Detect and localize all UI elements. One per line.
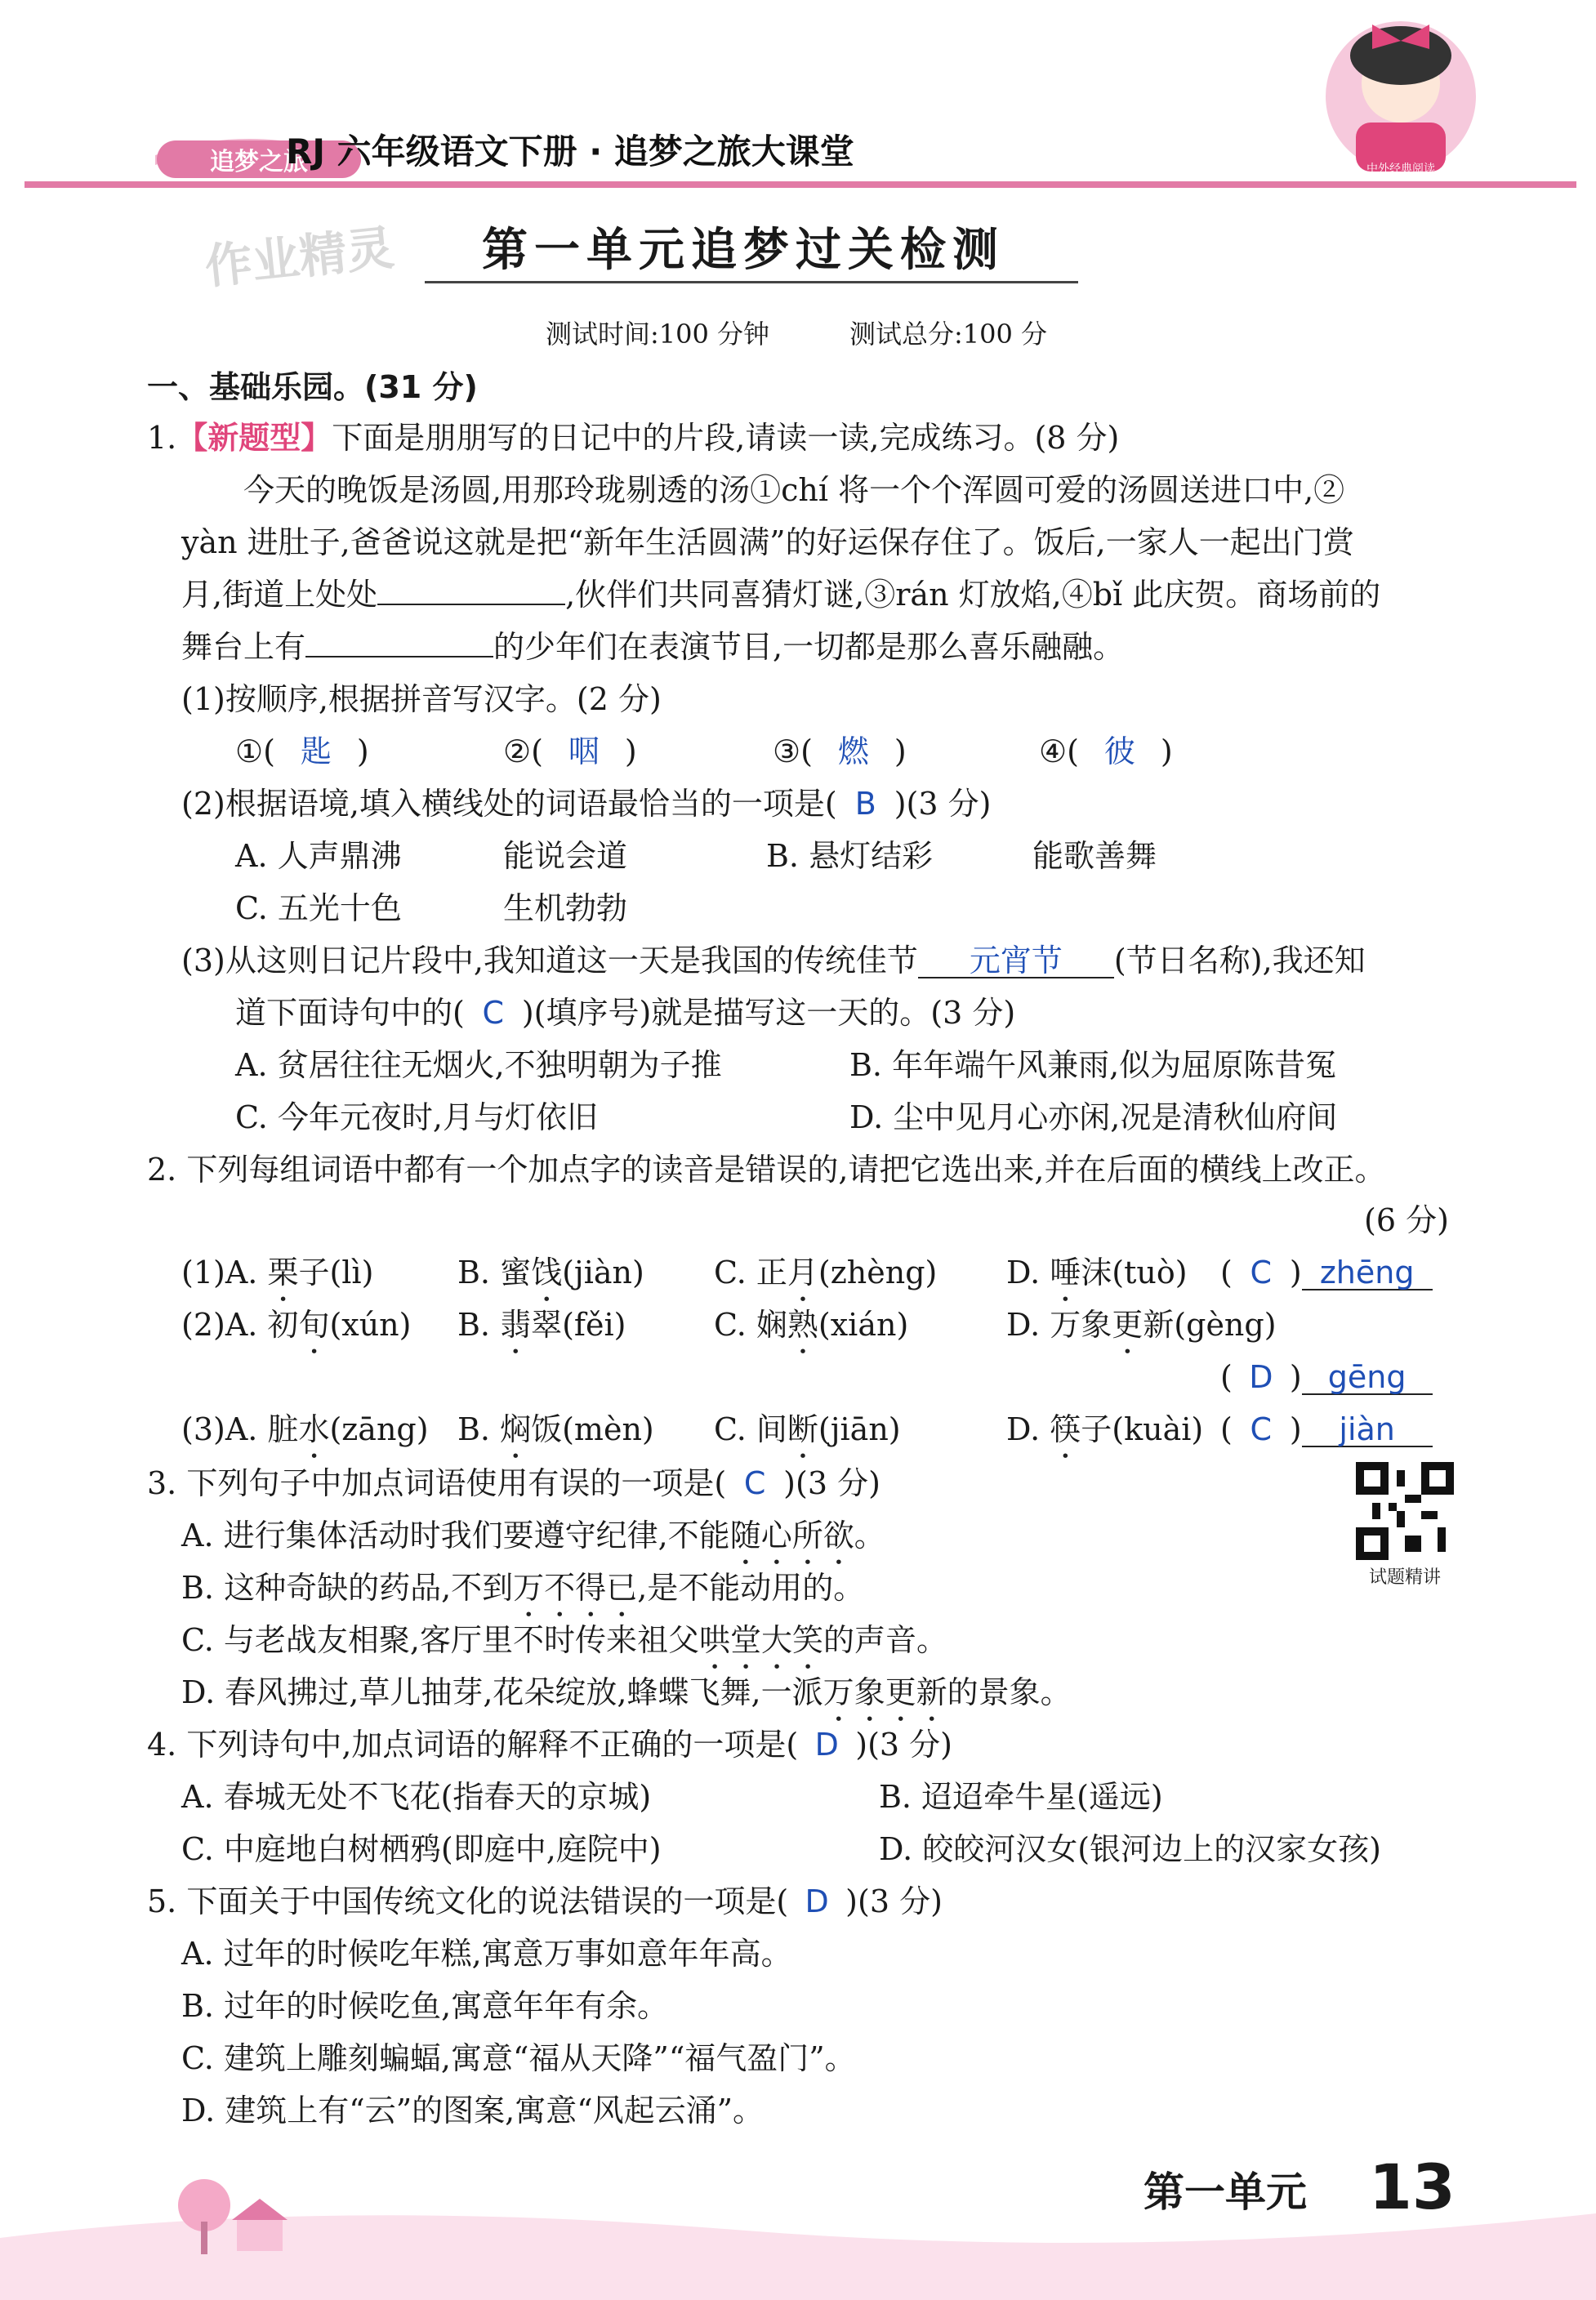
q1-sub1-item-3 <box>773 730 907 773</box>
q1-sub2-stem <box>181 782 991 825</box>
option-text: 的景象。 <box>947 1674 1072 1710</box>
stem-text: )(填序号)就是描写这一天的。(3 分) <box>521 995 1016 1031</box>
option-text: C. 间 <box>714 1411 787 1447</box>
test-time: 测试时间:100 分钟 <box>546 319 770 350</box>
paren-open: ②( <box>503 733 543 769</box>
option-text: D. 春风拂过,草儿抽芽,花朵绽放,蜂蝶飞舞,一派 <box>181 1674 823 1710</box>
qr-caption: 试题精讲 <box>1368 1567 1441 1588</box>
option-text: (zhèng) <box>818 1255 938 1290</box>
answer[interactable]: C <box>1250 1411 1273 1447</box>
option-text: 。 <box>854 1518 885 1553</box>
q1-sub3-stem <box>181 939 1366 982</box>
q1-para-line-3 <box>181 573 1380 616</box>
q2-group-2-d <box>1006 1304 1277 1361</box>
stem-text: )(3 分) <box>855 1727 952 1763</box>
option-text: (jiān) <box>818 1411 901 1447</box>
dotted-char: 栗 <box>267 1255 299 1290</box>
option-text: B. 这种奇缺的药品,不到 <box>181 1570 514 1606</box>
q1-number: 1. <box>147 420 177 456</box>
option-text: (zāng) <box>329 1411 429 1447</box>
q2-group-1-d <box>1006 1251 1188 1308</box>
answer[interactable]: D <box>814 1727 839 1763</box>
stem-text: 道下面诗句中的( <box>235 995 465 1031</box>
option-text: B. <box>457 1411 501 1447</box>
q1-sub3-option: C. 今年元夜时,月与灯依旧 <box>235 1099 598 1135</box>
q3-option-b <box>181 1567 864 1624</box>
q2-group-1-answer: ( C ) zhēng <box>1220 1251 1433 1294</box>
q1-sub2-option: 生机勃勃 <box>503 890 628 926</box>
option-text: A. <box>225 1255 268 1290</box>
dotted-char: 旬 <box>298 1307 330 1343</box>
dotted-char: 饯 <box>531 1255 563 1290</box>
stem-text: 5. 下面关于中国传统文化的说法错误的一项是( <box>147 1883 789 1919</box>
q2-group-2-answer: ( D ) gēng <box>1220 1356 1433 1398</box>
option-text: A. 脏 <box>225 1411 299 1447</box>
stem-text: (3)从这则日记片段中,我知道这一天是我国的传统佳节 <box>181 943 918 978</box>
paren-close: ) <box>356 733 369 769</box>
q1-sub1-item-2 <box>503 730 637 773</box>
answer[interactable]: 咽 <box>568 733 600 769</box>
q1-sub3-option: A. 贫居往往无烟火,不独明朝为子推 <box>235 1047 722 1083</box>
dotted-word: 哄堂大笑 <box>698 1622 823 1658</box>
q1-stem-text: 下面是朋朋写的日记中的片段,请读一读,完成练习。(8 分) <box>332 420 1120 456</box>
q4-option-b: B. 迢迢牵牛星(遥远) <box>879 1779 1163 1815</box>
q1-sub3-option: B. 年年端午风兼雨,似为屈原陈昔冤 <box>849 1047 1337 1083</box>
q5-option-a: A. 过年的时候吃年糕,寓意万事如意年年高。 <box>181 1936 792 1972</box>
q1-sub2-option: B. 悬灯结彩 <box>766 838 934 874</box>
dotted-char: 翡 <box>500 1307 532 1343</box>
logo-text: 追梦之旅 <box>210 148 308 176</box>
q2-group-1-c <box>714 1251 937 1308</box>
footer-unit: 第一单元 <box>1144 2169 1307 2216</box>
q5-option-d: D. 建筑上有“云”的图案,寓意“风起云涌”。 <box>181 2093 765 2128</box>
stem-text: 3. 下列句子中加点词语使用有误的一项是( <box>147 1465 727 1501</box>
q5-option-b: B. 过年的时候吃鱼,寓意年年有余。 <box>181 1988 669 2024</box>
test-title-underline <box>425 281 1078 283</box>
dotted-char: 月 <box>787 1255 818 1290</box>
q2-group-2-c <box>714 1304 908 1361</box>
q4-option-a: A. 春城无处不飞花(指春天的京城) <box>181 1779 652 1815</box>
q1-blank-1[interactable] <box>377 604 565 605</box>
option-text: D. <box>1006 1255 1050 1290</box>
q1-para-line-2: yàn 进肚子,爸爸说这就是把“新年生活圆满”的好运保存住了。饭后,一家人一起出门赏 <box>181 524 1354 560</box>
answer[interactable]: 燃 <box>837 733 869 769</box>
option-text: 沫(tuò) <box>1081 1255 1188 1290</box>
stem-text: 4. 下列诗句中,加点词语的解释不正确的一项是( <box>147 1727 799 1763</box>
dotted-word: 随心所欲 <box>729 1518 854 1553</box>
correction-blank[interactable]: jiàn <box>1302 1413 1433 1447</box>
footer-decoration <box>0 2140 1596 2300</box>
stem-text: )(3 分) <box>894 786 992 822</box>
header-title: RJ 六年级语文下册 · 追梦之旅大课堂 <box>286 131 854 172</box>
stem-text: )(3 分) <box>845 1883 943 1919</box>
festival-answer[interactable]: 元宵节 <box>918 944 1114 978</box>
option-text: (jiàn) <box>562 1255 644 1290</box>
section-title: 一、基础乐园。(31 分) <box>147 369 478 405</box>
dotted-word: 万象更新 <box>823 1674 947 1710</box>
q1-sub1-item-4 <box>1039 730 1173 773</box>
q5-option-c: C. 建筑上雕刻蝙蝠,寓意“福从天降”“福气盈门”。 <box>181 2040 856 2076</box>
paren-close: ) <box>894 733 907 769</box>
paren-open: ①( <box>235 733 275 769</box>
q3-option-a <box>181 1514 885 1571</box>
q2-group-2 <box>181 1304 411 1361</box>
dotted-char: 焖 <box>500 1411 532 1447</box>
option-text: 子(kuài) <box>1081 1411 1204 1447</box>
group-label: (1) <box>181 1255 225 1290</box>
paren-close: ) <box>624 733 637 769</box>
test-title: 第一单元追梦过关检测 <box>482 224 1005 277</box>
q2-score: (6 分) <box>1364 1202 1449 1238</box>
option-text: (xún) <box>329 1307 412 1343</box>
q3-stem <box>147 1462 880 1504</box>
q3-option-c <box>181 1619 947 1676</box>
option-text: (xián) <box>818 1307 909 1343</box>
q1-sub3-option: D. 尘中见月心亦闲,况是清秋仙府间 <box>849 1099 1338 1135</box>
q2-group-3-c <box>714 1408 901 1465</box>
q1-stem <box>147 417 1119 459</box>
q1-para-text: ,伙伴们共同喜猜灯谜,③rán 灯放焰,④bǐ 此庆贺。商场前的 <box>565 577 1381 613</box>
mascot-caption: 中外经典阅读 <box>1366 163 1435 176</box>
answer[interactable]: C <box>482 995 505 1031</box>
option-text: A. 进行集体活动时我们要遵守纪律,不能 <box>181 1518 730 1553</box>
dotted-word: 万不得已 <box>513 1570 638 1606</box>
paren-open: ④( <box>1039 733 1079 769</box>
option-text: 子(lì) <box>298 1255 374 1290</box>
q2-group-3 <box>181 1408 429 1465</box>
dotted-char: 唾 <box>1050 1255 1081 1290</box>
page-number: 13 <box>1369 2151 1456 2223</box>
dotted-char: 更 <box>1112 1307 1144 1343</box>
option-text: C. 与老战友相聚,客厅里不时传来祖父 <box>181 1622 699 1658</box>
q3-option-d <box>181 1671 1072 1728</box>
answer[interactable]: B <box>854 786 876 822</box>
paren-close: ) <box>1160 733 1173 769</box>
q2-group-3-b <box>457 1408 654 1465</box>
q2-group-2-b <box>457 1304 626 1361</box>
answer[interactable]: D <box>1249 1359 1273 1395</box>
q1-para-text: 的少年们在表演节目,一切都是那么喜乐融融。 <box>493 629 1125 665</box>
q2-group-1 <box>181 1251 373 1308</box>
stem-text: (2)根据语境,填入横线处的词语最恰当的一项是( <box>181 786 837 822</box>
dotted-char: 筷 <box>1050 1411 1081 1447</box>
option-text: C. 正 <box>714 1255 787 1290</box>
watermark: 作业精灵 <box>202 220 397 295</box>
stem-text: )(3 分) <box>783 1465 880 1501</box>
q1-para-text: 舞台上有 <box>181 629 306 665</box>
q1-tag: 【新题型】 <box>176 419 332 456</box>
q1-para-line-1: 今天的晚饭是汤圆,用那玲珑剔透的汤①chí 将一个个浑圆可爱的汤圆送进口中,② <box>243 472 1345 508</box>
q1-blank-2[interactable] <box>305 656 493 657</box>
option-text: 的声音。 <box>823 1622 947 1658</box>
q4-option-c: C. 中庭地白树栖鸦(即庭中,庭院中) <box>181 1831 662 1867</box>
q1-sub2-option: 能歌善舞 <box>1032 838 1157 874</box>
stem-text: (节日名称),我还知 <box>1113 943 1366 978</box>
option-text: D. 万象 <box>1006 1307 1112 1343</box>
q4-stem <box>147 1723 952 1766</box>
dotted-char: 断 <box>787 1411 818 1447</box>
q2-group-3-answer: ( C ) jiàn <box>1220 1408 1433 1451</box>
option-text: B. 蜜 <box>457 1255 532 1290</box>
option-text: B. <box>457 1307 501 1343</box>
option-text: A. 初 <box>225 1307 299 1343</box>
q1-sub3-stem-2 <box>235 992 1015 1034</box>
q1-para-line-4 <box>181 626 1124 668</box>
answer[interactable]: D <box>805 1883 829 1919</box>
option-text: 饭(mèn) <box>531 1411 654 1447</box>
q1-sub2-option: 能说会道 <box>503 838 628 874</box>
dotted-char: 熟 <box>787 1307 818 1343</box>
test-score: 测试总分:100 分 <box>849 319 1048 350</box>
correction-blank[interactable]: zhēng <box>1302 1256 1433 1290</box>
option-text: D. <box>1006 1411 1050 1447</box>
q1-sub2-option: A. 人声鼎沸 <box>235 838 402 874</box>
answer[interactable]: C <box>1250 1255 1273 1290</box>
answer[interactable]: 匙 <box>300 733 332 769</box>
answer[interactable]: C <box>743 1465 766 1501</box>
correction-blank[interactable]: gēng <box>1302 1361 1433 1395</box>
q1-sub1-item-1 <box>235 730 369 773</box>
option-text: 翠(fěi) <box>531 1307 626 1343</box>
qr-code-icon[interactable] <box>1356 1462 1454 1560</box>
dotted-char: 水 <box>298 1411 330 1447</box>
option-text: 新(gèng) <box>1143 1307 1277 1343</box>
q5-stem <box>147 1880 943 1923</box>
q1-para-text: 月,街道上处处 <box>181 577 378 613</box>
group-label: (2) <box>181 1307 225 1343</box>
paren-open: ③( <box>773 733 813 769</box>
q4-option-d: D. 皎皎河汉女(银河边上的汉家女孩) <box>879 1831 1381 1867</box>
answer[interactable]: 彼 <box>1103 733 1135 769</box>
q1-sub1-stem: (1)按顺序,根据拼音写汉字。(2 分) <box>181 681 662 717</box>
q2-stem: 2. 下列每组词语中都有一个加点字的读音是错误的,请把它选出来,并在后面的横线上改正。 <box>147 1152 1386 1188</box>
q2-group-1-b <box>457 1251 644 1308</box>
option-text: C. 娴 <box>714 1307 787 1343</box>
group-label: (3) <box>181 1411 225 1447</box>
option-text: ,是不能动用的。 <box>637 1570 865 1606</box>
q2-group-3-d <box>1006 1408 1203 1465</box>
q1-sub2-option: C. 五光十色 <box>235 890 402 926</box>
